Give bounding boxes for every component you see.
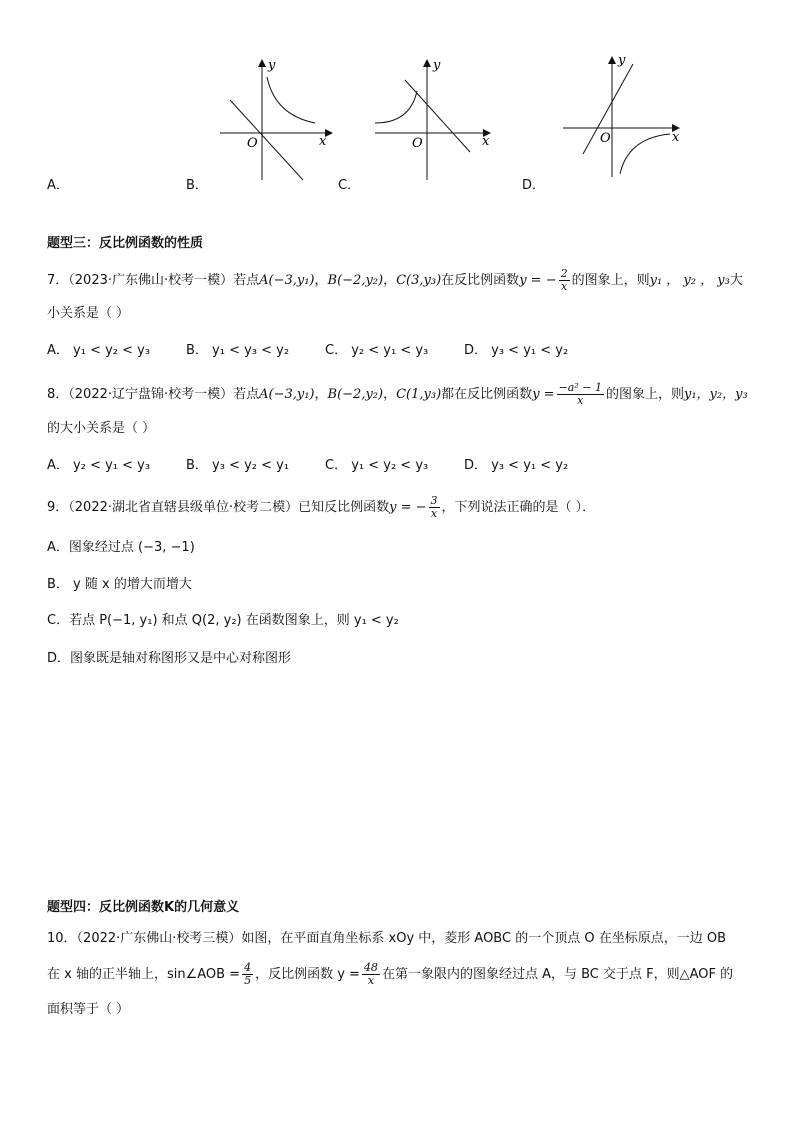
question-9-option-b: B． y 随 x 的增大而增大 [47, 577, 192, 592]
point-c: C(1,y₃) [396, 387, 442, 402]
variables: y₁ ， y₂ ， y₃ [649, 273, 730, 288]
question-7-option-d: D． y₃ < y₁ < y₂ [464, 343, 569, 358]
option-b-label: B． [186, 178, 208, 193]
axis-y-label: y [618, 53, 626, 68]
fraction: $\frac{2}{x}$ [560, 267, 568, 293]
function-lhs: y = − [389, 500, 427, 515]
question-7-line-1: 7．（2023·广东佛山·校考一模）若点A(−3,y₁)，B(−2,y₂)，C(3,y₃)在反比例函数y = − $\frac{2}{x}$ 的图象上，则y₁ ， y₂ ， y₃大 [47, 267, 743, 293]
question-8-line-1: 8．（2022·辽宁盘锦·校考一模）若点A(−3,y₁)，B(−2,y₂)，C(1,y₃)都在反比例函数y = $\frac{\text{−a² − 1}}{x}$ 的图象上，则y₁，y₂，y₃ [47, 381, 748, 407]
question-8-line-2: 的大小关系是（ ） [47, 421, 156, 436]
hyperbola-graph-b [267, 77, 315, 123]
question-7-line-2: 小关系是（ ） [47, 306, 130, 321]
question-7-option-a: A． y₁ < y₂ < y₃ [47, 343, 151, 358]
question-9-stem: 9．（2022·湖北省直辖县级单位·校考二模）已知反比例函数y = − $\frac{3}{x}$ ，下列说法正确的是（ ）． [47, 494, 596, 520]
point-b: B(−2,y₂) [327, 273, 384, 288]
variables: y₁，y₂，y₃ [683, 387, 748, 402]
axis-y-label: y [268, 58, 276, 73]
point-a: A(−3,y₁) [259, 387, 315, 402]
section-heading-k-geometry: 题型四：反比例函数K的几何意义 [47, 900, 240, 915]
question-9-option-c: C．若点 P(−1, y₁) 和点 Q(2, y₂) 在函数图象上，则 y₁ < y₂ [47, 613, 399, 628]
hyperbola-graph-d [620, 134, 670, 174]
axis-x-label: x [319, 134, 327, 149]
question-8-option-b: B． y₃ < y₂ < y₁ [186, 458, 290, 473]
question-9-option-d: D．图象既是轴对称图形又是中心对称图形 [47, 651, 292, 666]
question-10-line-2: 在 x 轴的正半轴上，sin∠AOB = $\frac{4}{5}$ ，反比例函数 y = $\frac{48}{x}$ 在第一象限内的图象经过点 A，与 BC 交于点 F，则△AOF 的 [47, 961, 734, 987]
graph-c [370, 55, 495, 185]
graph-d [560, 52, 685, 182]
axis-x-label: x [672, 130, 680, 145]
point-a: A(−3,y₁) [259, 273, 315, 288]
question-8-option-a: A． y₂ < y₁ < y₃ [47, 458, 151, 473]
graph-b [215, 55, 335, 185]
axis-y-label: y [433, 58, 441, 73]
origin-label: O [247, 136, 258, 151]
question-10-line-1: 10．（2022·广东佛山·校考三模）如图，在平面直角坐标系 xOy 中，菱形 AOBC 的一个顶点 O 在坐标原点，一边 OB [47, 931, 726, 946]
fraction: $\frac{3}{x}$ [430, 494, 438, 520]
function-lhs: y = [532, 387, 555, 402]
option-d-label: D． [522, 178, 546, 193]
option-c-label: C． [338, 178, 361, 193]
question-9-option-a: A．图象经过点 (−3, −1) [47, 540, 195, 555]
sin-fraction: $\frac{4}{5}$ [244, 961, 252, 987]
origin-label: O [412, 136, 423, 151]
question-7-source: 7．（2023·广东佛山·校考一模）若点 [47, 273, 260, 288]
question-8-option-d: D． y₃ < y₁ < y₂ [464, 458, 569, 473]
line-graph-b [230, 100, 303, 180]
fraction: $\frac{\text{−a² − 1}}{x}$ [558, 381, 602, 407]
question-8-option-c: C． y₁ < y₂ < y₃ [325, 458, 429, 473]
hyperbola-graph-c [375, 91, 417, 123]
section-heading-properties: 题型三：反比例函数的性质 [47, 236, 204, 251]
point-c: C(3,y₃) [396, 273, 442, 288]
question-8-source: 8．（2022·辽宁盘锦·校考一模）若点 [47, 387, 260, 402]
question-7-option-c: C． y₂ < y₁ < y₃ [325, 343, 429, 358]
function-lhs: y = − [519, 273, 557, 288]
question-10-line-3: 面积等于（ ） [47, 1002, 130, 1017]
question-9-source: 9．（2022·湖北省直辖县级单位·校考二模）已知反比例函数 [47, 500, 390, 515]
origin-label: O [600, 131, 611, 146]
axis-x-label: x [482, 134, 490, 149]
k-fraction: $\frac{48}{x}$ [363, 961, 378, 987]
question-7-option-b: B． y₁ < y₃ < y₂ [186, 343, 290, 358]
option-a-label: A． [47, 178, 69, 193]
point-b: B(−2,y₂) [327, 387, 384, 402]
